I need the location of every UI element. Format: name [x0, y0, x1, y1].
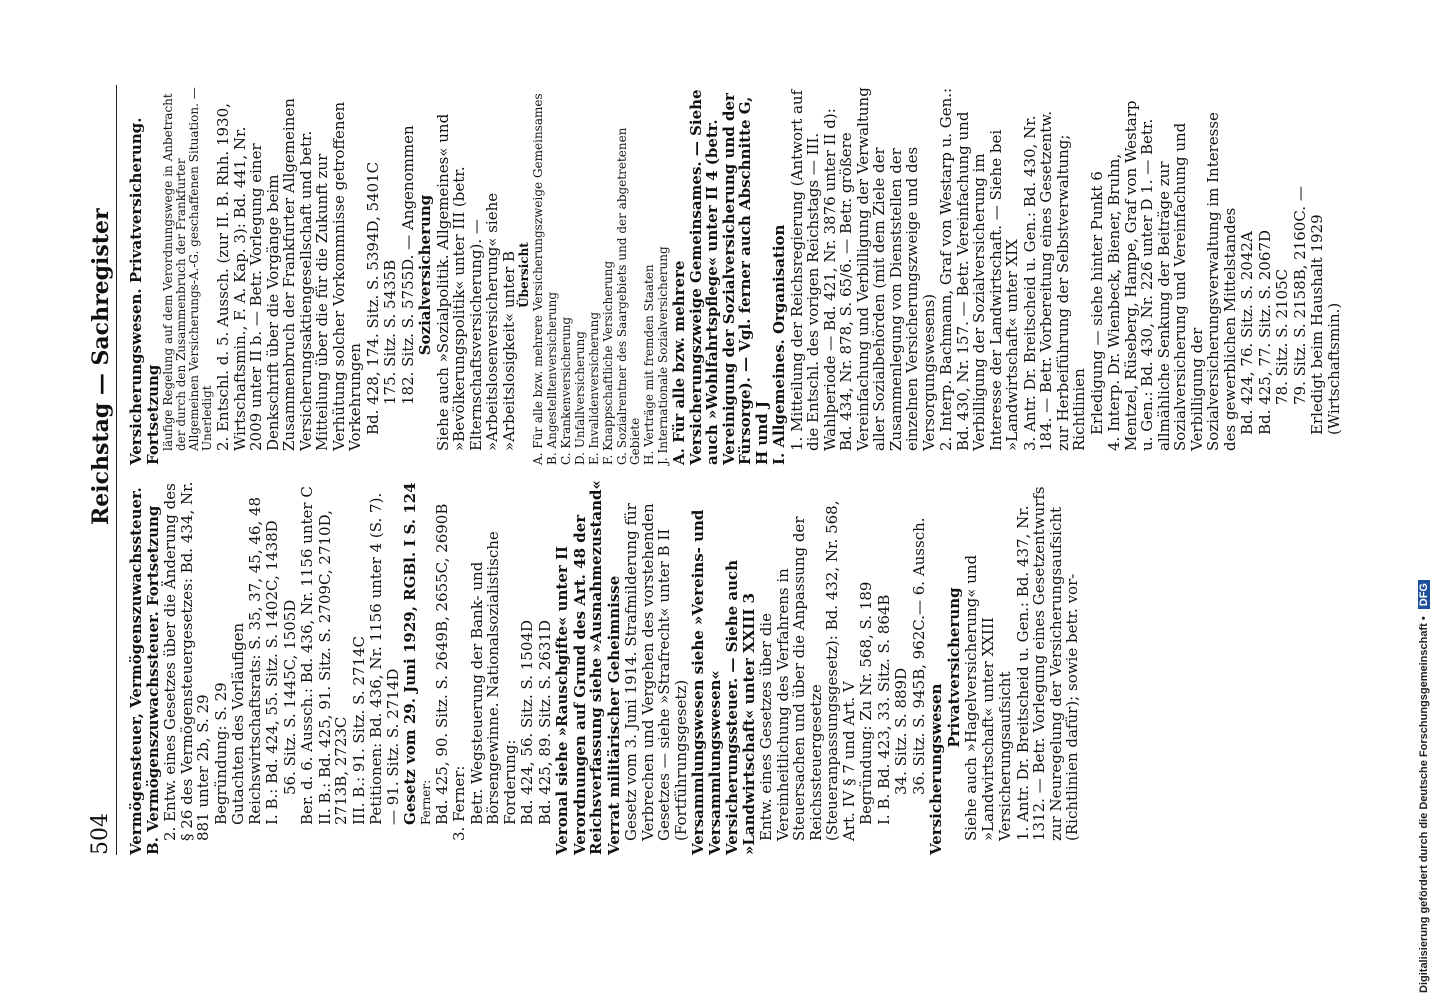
side-note-label: Digitalisierung gefördert durch die Deutsche Forschungsgemeinschaft •	[1418, 616, 1430, 993]
index-entry: Petitionen: Bd. 436, Nr. 1156 unter 4 (S. 7). — 91. Sitz. S. 2714D	[367, 492, 402, 825]
index-entry: Ferner:	[418, 779, 433, 825]
index-entry: Gesetz vom 3. Juni 1914. Strafmilderung für Verbrechen und Vergehen des vorstehenden Gesetzes — siehe »Strafrecht« unter B II (Fortführungsgesetz)	[622, 503, 690, 841]
index-entry: J. Internationale Sozialversicherung	[656, 246, 670, 465]
index-entry: Erledigung — siehe hinter Punkt 6	[1087, 171, 1106, 435]
index-entry: A. Für alle bzw. mehrere Versicherungszweige Gemeinsames. — Siehe auch »Wohlfahrtspflege« unter II 4 (betr. Vereinigung der Sozialversicherung und der Fürsorge). — Vgl. ferner auch Abschnitte G, H und J	[670, 89, 771, 465]
index-entry: 182. Sitz. S. 5755D. — Angenommen	[398, 125, 417, 405]
index-entry: 175. Sitz. S. 5435B	[381, 259, 399, 405]
index-entry: Gutachten des Vorläufigen Reichswirtschaftsrats: S. 35, 37, 45, 46, 48	[229, 496, 264, 825]
index-entry: Bd. 425, 89. Sitz. S. 2631D	[535, 620, 554, 825]
index-entry: 2. Entw. eines Gesetzes über die Änderung des § 26 des Vermögensteuergesetzes: Bd. 434, Nr. 881 unter 2b, S. 29	[161, 481, 212, 841]
index-entry: Übersicht	[517, 242, 531, 308]
rotated-page	[80, 85, 1343, 885]
index-entry: 34. Sitz. S. 889D	[892, 667, 910, 795]
index-entry: Bd. 428, 174. Sitz. S. 5394D, 5401C	[363, 161, 382, 435]
index-entry: Vermögensteuer, Vermögenszuwachssteuer. B. Vermögenszuwachssteuer. Fortsetzung	[127, 487, 162, 855]
index-entry: Siehe auch »Sozialpolitik. Allgemeines« und »Bevölkerungspolitik« unter III (betr. Elternschaftsversicherung). — »Arbeitslosenversicherung« siehe »Arbeitslosigkeit« unter B	[433, 113, 518, 451]
index-entry: 36. Sitz. S. 945B, 962C.— 6. Aussch.	[909, 517, 928, 795]
index-entry: Entw. eines Gesetzes über die Vereinheitlichung des Verfahrens in Steuersachen und über die Anpassung der Reichssteuergesetze (Steueranpassungsgesetz): Bd. 432, Nr. 568, Art. IV § 7 und Art. V	[757, 500, 858, 841]
index-entry: Verrat militärischer Geheimnisse	[604, 575, 623, 855]
index-entry: Betr. Wegsteuerung der Bank- und Börsengewinne. Nationalsozialistische Forderung:	[467, 531, 519, 825]
index-entry: läufige Regelung auf dem Verordnungswege in Anbetracht der durch den Zusammenbruch der Frankfurter Allgemeinen Versicherungs-A.-G. geschaffenen Situation. — Unerledigt	[161, 87, 214, 451]
index-entry: 3. Antr. Dr. Breitscheid u. Gen.: Bd. 430, Nr. 184. — Betr. Vorbereitung eines Gesetzentw. zur Herbeiführung der Selbstverwaltung; Richtlinien	[1020, 110, 1088, 451]
side-note-text	[1418, 8, 1430, 993]
index-entry: Gesetz vom 29. Juni 1929, RGBl. I S. 124	[401, 482, 419, 825]
index-entry: Bd. 424, 56. Sitz. S. 1504D	[518, 620, 536, 825]
page-number: 504	[88, 813, 113, 855]
index-entry: 2. Interp. Bachmann, Graf von Westarp u. Gen.: Bd. 430, Nr. 157. — Betr. Vereinfachung und Verbilligung der Sozialversicherung im Interesse der Landwirtschaft. — Siehe bei »Landwirtschaft« unter XIX	[937, 87, 1021, 451]
index-entry: Begründung: S. 29	[211, 682, 230, 825]
index-entry: Versicherungswesen	[927, 683, 945, 855]
index-entry: 3. Ferner:	[450, 765, 468, 841]
index-entry: Versicherungswesen. Privatversicherung. Fortsetzung	[127, 117, 162, 465]
dfg-logo: DFG	[1418, 580, 1430, 609]
index-entry: Ber. d. 6. Aussch.: Bd. 436, Nr. 1156 unter C	[298, 486, 316, 825]
index-entry: E. Invalidenversicherung	[587, 311, 601, 465]
index-entry: Verordnungen auf Grund des Art. 48 der Reichsverfassung siehe »Ausnahmezustand«	[570, 480, 605, 855]
left-column	[128, 480, 1082, 855]
index-entry: B. Angestelltenversicherung	[545, 291, 559, 465]
index-entry: Sozialversicherung	[416, 194, 434, 356]
index-entry: H. Verträge mit fremden Staaten	[642, 264, 656, 465]
page-header	[80, 85, 120, 855]
index-entry: 4. Interp. Dr. Wienbeck, Biener, Bruhn, Mentzel, Rüseberg, Hampe, Graf von Westarp u. Gen.: Bd. 430, Nr. 226 unter D 1. — Betr. allmähliche Senkung der Beiträge zur Sozialversicherung und Vereinfachung und Verbilligung der Sozialversicherungsverwaltung im Interesse des gewerblichen Mittelstandes	[1105, 100, 1239, 451]
right-column	[128, 85, 1343, 465]
index-entry: Begründung: Zu Nr. 568, S. 189	[857, 581, 875, 825]
index-entry: Versammlungswesen siehe »Vereins- und Versammlungswesen«	[689, 509, 724, 855]
index-entry: I. B. Bd. 423, 33. Sitz. S. 864B	[874, 594, 893, 825]
index-entry: Bd. 425, 77. Sitz. S. 2067D	[1255, 230, 1274, 435]
index-entry: III. B.: 91. Sitz. S. 2714C	[349, 635, 368, 825]
index-entry: 56. Sitz. S. 1445C, 1505D	[280, 599, 299, 795]
index-entry: C. Krankenversicherung	[559, 316, 573, 465]
index-entry: 1. Antr. Dr. Breitscheid u. Gen.: Bd. 437, Nr. 1312. — Betr. Vorlegung eines Gesetzentwurfs zur Neuregelung der Versicherungsaufsicht (Richtlinien dafür); sowie betr. vor-	[1013, 486, 1081, 841]
index-entry: Bd. 424, 76. Sitz. S. 2042A	[1238, 231, 1256, 435]
header-rule	[116, 85, 117, 855]
running-head: Reichstag — Sachregister	[88, 208, 114, 525]
index-entry: 2. Entschl. d. 5. Aussch. (zur II. B. Rhh. 1930, Wirtschaftsmin., F. A. Kap. 3): Bd. 441, Nr. 2009 unter II b. — Betr. Vorlegung einer Denkschrift über die Vorgänge beim Zusammenbruch der Frankfurter Allgemeinen Versicherungsaktiengesellschaft und betr. Mitteilung über die für die Zukunft zur Verhütung solcher Vorkommnisse getroffenen Vorkehrungen	[214, 98, 364, 451]
index-entry: F. Knappschaftliche Versicherung	[601, 260, 615, 465]
index-entry: I. B.: Bd. 424, 55. Sitz. S. 1402C, 1438D	[263, 520, 281, 825]
index-entry: Erledigt beim Haushalt 1929 (Wirtschaftsmin.)	[1308, 214, 1343, 435]
index-entry: Versicherungssteuer. — Siehe auch »Landwirtschaft« unter XXIII 3	[723, 559, 758, 855]
index-entry: 79. Sitz. S. 2158B, 2160C. —	[1290, 186, 1309, 405]
index-entry: Versicherungsaufsicht	[996, 671, 1014, 841]
index-entry: Privatversicherung	[944, 587, 963, 748]
index-entry: D. Unfallversicherung	[573, 331, 587, 465]
index-entry: I. Allgemeines. Organisation	[770, 224, 788, 465]
index-entry: Bd. 425, 90. Sitz. S. 2649B, 2655C, 2690B	[432, 503, 451, 825]
index-entry: 78. Sitz. S. 2105C	[1273, 268, 1291, 405]
index-entry: Veronal siehe »Rauschgifte« unter II	[553, 545, 571, 855]
side-note	[1418, 8, 1432, 993]
index-entry: 1. Mitteilung der Reichsregierung (Antwort auf die Entschl. des vorigen Reichstags — III. Wahlperiode — Bd. 421, Nr. 3876 unter II d): Bd. 434, Nr. 878, S. 65/6. — Betr. größere Vereinfachung und Verbilligung der Verwaltung aller Sozialbehörden (mit dem Ziele der Zusammenlegung von Dienststellen der einzelnen Versicherungszweige und des Versorgungswesens)	[787, 87, 938, 451]
index-entry: Siehe auch »Hagelversicherung« und »Landwirtschaft« unter XXIII	[962, 554, 997, 841]
index-entry: A. Für alle bzw. mehrere Versicherungszweige Gemeinsames	[531, 93, 545, 465]
index-entry: G. Sozialrentner des Saargebiets und der abgetretenen Gebiete	[615, 127, 642, 465]
index-entry: II. B.: Bd. 425, 91. Sitz. S. 2709C, 2710D, 2713B, 2723C	[315, 510, 350, 825]
